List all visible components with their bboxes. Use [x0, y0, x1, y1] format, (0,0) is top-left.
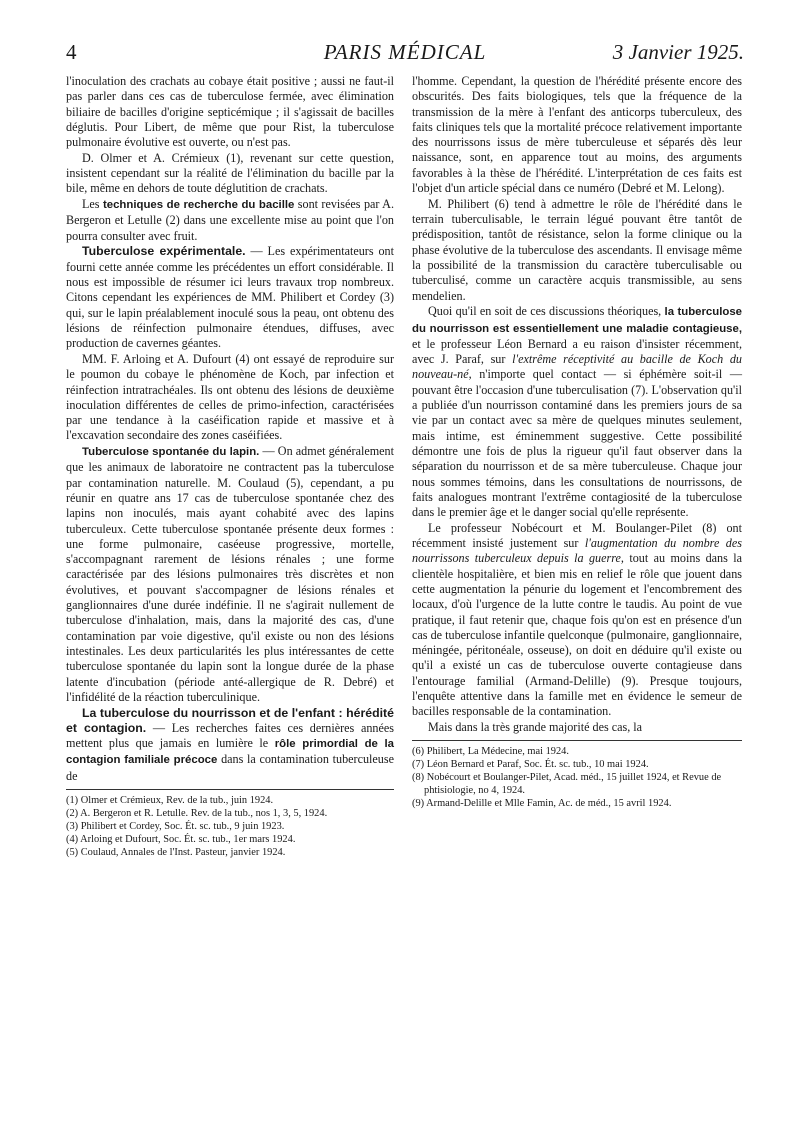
paragraph: Quoi qu'il en soit de ces discussions théoriques, la tuberculose du nourrisson est essentiellement une maladie contagieuse, et le professeur Léon Bernard a eu raison d'insister récemment, avec J. Paraf, sur l'extrême réceptivité au bacille de Koch du nouveau-né, n'importe quel contact — si éphémère soit-il — pouvant être l'occasion d'une tuberculisation (7). L'observation qu'il a publiée d'un nourrisson contaminé dans les premiers jours de sa vie par un contact avec sa mère de quelques minutes seulement, mais intime, est éminemment suggestive. Cette possibilité démontre une fois de plus la rigueur qu'il faut observer dans la séparation du nourrisson et de sa mère tuberculeuse. Chaque jour nous sommes témoins, dans les consultations de nourrissons, de faits analogues montrant l'extrême contagiosité de la tuberculose dans le premier âge et le danger social qu'elle représente.	[412, 304, 743, 520]
footnote: (9) Armand-Delille et Mlle Famin, Ac. de méd., 15 avril 1924.	[412, 798, 672, 810]
footnote: (7) Léon Bernard et Paraf, Soc. Ét. sc. tub., 10 mai 1924.	[412, 759, 649, 771]
footnotes-right	[412, 740, 742, 810]
footnote: (8) Nobécourt et Boulanger-Pilet, Acad. méd., 15 juillet 1924, et Revue de phtisiologie, no 4, 1924.	[412, 772, 722, 797]
footnote: (4) Arloing et Dufourt, Soc. Ét. sc. tub., 1er mars 1924.	[66, 834, 296, 845]
paragraph: MM. F. Arloing et A. Dufourt (4) ont essayé de reproduire sur le poumon du cobaye le phénomène de Koch, par infection et réinfection intratrachéales. Ils ont obtenu des lésions de deuxième inoculation différentes de celles de primo-infection, caractérisées par une tendance à la caséification rapide et massive et à l'excavation secondaire des zones caséifiées.	[66, 351, 394, 443]
journal-title: PARIS MÉDICAL	[323, 40, 487, 64]
paragraph: D. Olmer et A. Crémieux (1), revenant sur cette question, insistent cependant sur la réalité de l'élimination du bacille par la bile, même en dehors de toute déglutition de crachats.	[66, 150, 394, 196]
paragraph: Le professeur Nobécourt et M. Boulanger-Pilet (8) ont récemment insisté justement sur l'augmentation du nombre des nourrissons tuberculeux depuis la guerre, tout au moins dans la clientèle hospitalière, et bien mis en relief le rôle que jouent dans cette augmentation la pénurie du logement et l'encombrement des locaux, d'où l'urgence de la lutte contre le taudis. Au point de vue pratique, il faut retenir que, chaque fois qu'on est en présence d'un cas de tuberculose infantile quelconque (pulmonaire, ganglionnaire, méningée, péritonéale, osseuse), on doit en déduire qu'il existe ou qu'il a existé un cas de tuberculose ouverte contagieuse dans l'entourage familial (Armand-Delille) (9). Presque toujours, l'enquête attentive dans la famille met en évidence le semeur de bacilles responsable de la contamination.	[412, 520, 742, 719]
bold-phrase: la tuberculose du nourrisson est essentiellement une maladie contagieuse,	[412, 306, 743, 335]
italic-phrase: l'extrême réceptivité au bacille de Koch du nouveau-né,	[412, 352, 742, 382]
paragraph: Mais dans la très grande majorité des cas, la	[428, 720, 643, 735]
bold-phrase: techniques de recherche du bacille	[102, 199, 295, 212]
paragraph: M. Philibert (6) tend à admettre le rôle de l'hérédité dans le terrain tuberculisable, le terrain légué pouvant être tantôt de prédisposition, tantôt de résistance, selon la forme clinique ou la phase évolutive de la tuberculose des ascendants. Il envisage même la possibilité de la transmission du caractère tuberculisable ou tuberculisé, comme un caractère acquis transmissible, au sens mendelien.	[412, 196, 742, 303]
footnote: (2) A. Bergeron et R. Letulle. Rev. de la tub., nos 1, 3, 5, 1924.	[66, 808, 328, 819]
paragraph: l'homme. Cependant, la question de l'hérédité présente encore des obscurités. Des faits biologiques, tels que la fréquence de la transmission de la mère à l'enfant des anticorps tuberculeux, des faits cliniques tels que la mortalité précoce relativement importante des nourrissons issus de mère tuberculeuse et séparés dès leur naissance, sont, en apparence tout au moins, des arguments favorables à la thèse de l'hérédité. L'interprétation de ces faits est l'objet d'un article spécial dans ce numéro (Debré et M. Lelong).	[412, 74, 742, 196]
paragraph: Les techniques de recherche du bacille sont revisées par A. Bergeron et Letulle (2) dans une excellente mise au point que l'on pourra consulter avec fruit.	[66, 197, 394, 243]
section-heading: Tuberculose spontanée du lapin.	[82, 446, 260, 459]
bold-phrase: rôle primordial de la contagion familiale précoce	[66, 738, 394, 767]
section-paragraph: Tuberculose expérimentale. — Les expérimentateurs ont fourni cette année comme les précédentes un effort considérable. Il nous est impossible de résumer ici leurs travaux trop nombreux. Citons cependant les expériences de MM. Philibert et Cordey (3) qui, sur le lapin préalablement inoculé sous la peau, ont obtenu des lésions de réinfection pulmonaire étendues, diffuses, avec production de cavernes géantes.	[66, 244, 394, 351]
section-paragraph: Tuberculose spontanée du lapin. — On admet généralement que les animaux de laboratoire ne contractent pas la tuberculose par contamination naturelle. M. Coulaud (5), cependant, a pu réunir en quatre ans 17 cas de tuberculose spontanée chez des lapins non inoculés, mais ayant cohabité avec des lapins tuberculeux. Cette tuberculose spontanée présente deux formes : une forme pulmonaire, caséeuse progressive, mortelle, s'accompagnant rarement de lésions rénales ; une forme caractérisée par des lésions pulmonaires très discrètes et non évolutives, et pouvant s'accompagner de lésions rénales et ganglionnaires d'une durée indéfinie. Il ne s'agirait nullement de tuberculose d'inhalation, mais, dans la majorité des cas, d'une contamination par voie digestive, qu'il existe ou non des lésions intestinales. Les deux particularités les plus intéressantes de cette tuberculose spontanée du lapin sont la longue durée de la phase latente d'incubation (période anté-allergique de R. Debré) et l'infidélité de la réaction tuberculinique.	[66, 444, 394, 704]
paragraph: l'inoculation des crachats au cobaye était positive ; aussi ne faut-il pas parler dans ces cas de tuberculose fermée, avec élimination biliaire de bacilles d'origine septicémique ; il s'agissait de bacilles déglutis. Pour Libert, de même que pour Rist, la tuberculose pulmonaire évolutive est ouverte, ou n'est pas.	[66, 74, 394, 150]
page-number: 4	[66, 40, 77, 64]
footnote: (6) Philibert, La Médecine, mai 1924.	[412, 746, 569, 758]
section-heading: Tuberculose expérimentale.	[82, 244, 246, 259]
footnotes-left	[66, 789, 394, 859]
section-heading: La tuberculose du nourrisson et de l'enfant : hérédité et contagion.	[66, 705, 394, 735]
issue-date: 3 Janvier 1925.	[612, 40, 744, 64]
footnote: (1) Olmer et Crémieux, Rev. de la tub., juin 1924.	[66, 795, 274, 806]
right-column	[412, 74, 742, 810]
footnote: (5) Coulaud, Annales de l'Inst. Pasteur, janvier 1924.	[66, 847, 286, 858]
section-paragraph: La tuberculose du nourrisson et de l'enfant : hérédité et contagion. — Les recherches faites ces dernières années mettent plus que jamais en lumière le rôle primordial de la contagion familiale précoce dans la contamination tuberculeuse de	[66, 705, 394, 783]
running-header	[66, 40, 744, 70]
footnote: (3) Philibert et Cordey, Soc. Ét. sc. tub., 9 juin 1923.	[66, 821, 285, 832]
italic-phrase: l'augmentation du nombre des nourrissons tuberculeux depuis la guerre,	[412, 536, 742, 566]
left-column	[66, 74, 394, 859]
